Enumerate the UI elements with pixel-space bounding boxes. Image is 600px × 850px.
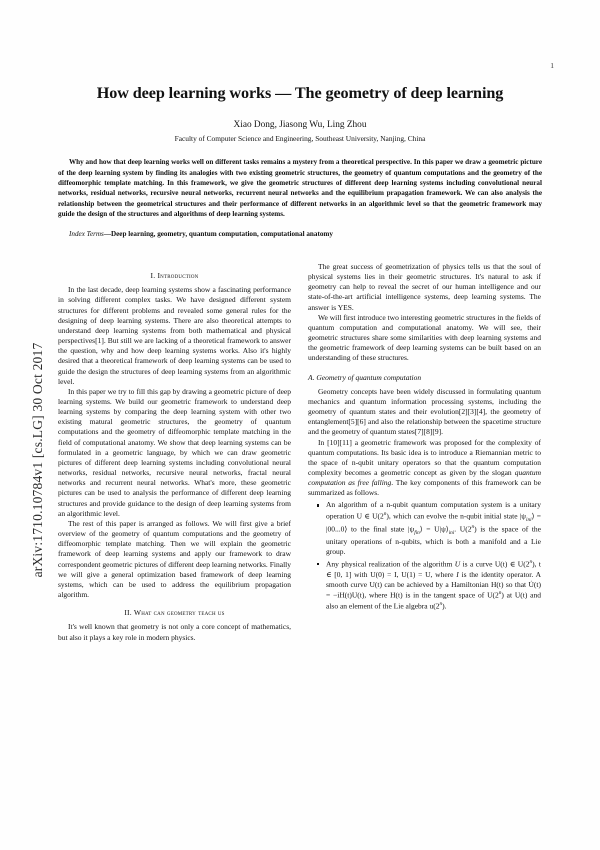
body-columns bbox=[58, 262, 542, 837]
math-run: U̇(t) = −iH(t)U(t) bbox=[326, 579, 541, 600]
paragraph bbox=[308, 438, 541, 499]
math-run: ) bbox=[501, 590, 504, 600]
math-run: U(t) ∈ U(2 bbox=[494, 559, 530, 569]
text-run: can be achieved by a Hamiltonian bbox=[381, 579, 491, 589]
arxiv-stamp bbox=[0, 0, 52, 850]
abstract: Why and how that deep learning works well on different tasks remains a mystery from a theoretical perspective. In this paper we draw a geometric picture of the deep learning system by finding its analogies with two existing geometric structures, the geometry of quantum computations and the geometry of the diffeomorphic template matching. In this framework, we give the geometric structures of different deep learning systems including convolutional neural networks, residual networks, recursive neural networks, recurrent neural networks and the equilibrium prapagation framework. We can also analysis the relationship between the geometrical structures and their performance of different networks in an algorithmic level so that the geometric framework may guide the design of the structures and algorithms of deep learning systems. bbox=[58, 158, 542, 219]
math-superscript: n bbox=[498, 590, 502, 597]
page-title: How deep learning works — The geometry of deep learning bbox=[96, 84, 504, 102]
page-number: 1 bbox=[550, 61, 554, 70]
math-run: ), which can evolve the n-qubit initial state |ψ bbox=[386, 511, 527, 521]
text-run: is a curve bbox=[460, 559, 495, 569]
paragraph: It's well known that geometry is not only a core concept of mathematics, but also it plays a key role in modern physics. bbox=[58, 622, 291, 642]
index-terms-value: —Deep learning, geometry, quantum computation, computational anatomy bbox=[103, 230, 333, 239]
math-superscript: n bbox=[471, 523, 475, 530]
paragraph: The rest of this paper is arranged as follows. We will first give a brief overview of the geometry of quantum computations and the geometry of diffeomorphic template matching. Then we will explain the geometric framework of deep learning systems and apply our framework to draw correspondent geometric pictures of different deep learning networks. Finally we will give a general optimization based framework of deep learning systems, which can be used to address the equilibrium propagation algorithm. bbox=[58, 518, 291, 599]
list-item bbox=[325, 500, 541, 557]
math-run: H(t) bbox=[390, 590, 403, 600]
math-run: H(t) bbox=[490, 579, 504, 589]
list-item bbox=[325, 559, 541, 611]
paragraph: We will first introduce two interesting geometric structures in the fields of quantum computation and computational anatomy. We will see, their geometric structures share some similarities with deep learning systems and the geometric framework of deep learning systems can be built based on an understanding of these structures. bbox=[308, 312, 541, 363]
paragraph: The great success of geometrization of physics tells us that the soul of physical systems lies in their geometric structures. It's natural to ask if geometry can help to reveal the secret of our human intelligence and our state-of-the-art artificial intelligence systems, deep learning systems. The answer is YES. bbox=[308, 262, 541, 312]
section-heading-what-can-geometry-teach-us: II. What can geometry teach us bbox=[124, 608, 225, 618]
text-run: Any physical realization of the algorithm bbox=[326, 559, 455, 569]
math-subscript: ini bbox=[526, 516, 532, 523]
right-column bbox=[308, 262, 541, 837]
text-run: so that bbox=[503, 579, 529, 589]
paragraph-tail: . The key components of this framework can be summarized as follows. bbox=[308, 478, 541, 498]
subsection-heading-geometry-of-quantum-computation: A. Geometry of quantum computation bbox=[308, 372, 422, 382]
math-superscript: n bbox=[439, 600, 443, 607]
math-run: . U(2 bbox=[454, 524, 472, 534]
math-run: U(2 bbox=[487, 590, 499, 600]
text-run: is the identity operator. A smooth curve bbox=[326, 569, 541, 589]
text-run: with bbox=[351, 569, 371, 579]
math-subscript: fin bbox=[414, 529, 420, 536]
math-run: ), t ∈ [0, 1] bbox=[326, 559, 541, 579]
text-run: , where bbox=[430, 569, 457, 579]
math-run: I bbox=[456, 569, 459, 579]
arxiv-stamp-text: arXiv:1710.10784v1 [cs.LG] 30 Oct 2017 bbox=[30, 342, 45, 578]
text-run: at bbox=[503, 590, 515, 600]
paragraph: Geometry concepts have been widely discussed in formulating quantum mechanics and quantum information processing systems, including the geometry of quantum states and their evolution[2][3][4], the geometry of entanglement[5][6] and also the relationship between the spacetime structure and the geometry of quantum states[7][8][9]. bbox=[308, 386, 541, 437]
text-run: , where bbox=[364, 590, 391, 600]
text-run: is in the tangent space of bbox=[402, 590, 488, 600]
slogan-text: quantum computation as free falling bbox=[308, 467, 542, 488]
bullet-list bbox=[308, 500, 541, 611]
math-run: U(0) = I, U(1) = U bbox=[370, 569, 431, 579]
text-run: ) is the space of the unitary operations of n-qubits, which is both a manifold and a Lie group. bbox=[326, 524, 542, 556]
paragraph-text: In [10][11] a geometric framework was proposed for the complexity of quantum computations. Its basic idea is to introduce a Riemannian metric to the space of n-qubit unitary operators so that the quantum computation complexity becomes a geometric concept as given by the slogan bbox=[308, 437, 541, 477]
math-superscript: n bbox=[529, 559, 533, 566]
index-terms bbox=[58, 229, 542, 239]
math-superscript: n bbox=[383, 510, 387, 517]
math-run: U bbox=[454, 559, 461, 569]
paper-header bbox=[58, 84, 542, 248]
math-run: u(2 bbox=[429, 601, 440, 611]
math-subscript: ini bbox=[448, 529, 455, 536]
math-run: U ∈ U(2 bbox=[356, 511, 384, 521]
math-run: U(t) bbox=[369, 579, 382, 589]
math-run: U(t) bbox=[514, 590, 528, 600]
left-column bbox=[58, 262, 291, 837]
paragraph: In the last decade, deep learning systems show a fascinating performance in solving different complex tasks. We have designed different system structures for different problems and revealed some general rules for the designing of deep learning systems. There are also theoretical attempts to understand deep learning systems from both mathematical and physical perspectives[1]. But still we are lacking of a theoretical framework to answer the question, why and how deep learning systems works. Also it's highly desired that a theoretical framework of deep learning systems can be used to guide the design the structures of deep learning systems from an algorithmic level. bbox=[58, 285, 291, 386]
affiliation: Faculty of Computer Science and Engineering, Southeast University, Nanjing, China bbox=[174, 133, 426, 143]
index-terms-label: Index Terms bbox=[69, 230, 104, 239]
author-list: Xiao Dong, Jiasong Wu, Ling Zhou bbox=[233, 120, 367, 131]
text-run: An algorithm of a n-qubit quantum computation system is a unitary operation bbox=[326, 500, 541, 521]
math-run: ⟩ = U|ψ⟩ bbox=[419, 524, 449, 534]
text-run: and also an element of the Lie algebra bbox=[326, 590, 541, 611]
math-run: ). bbox=[442, 601, 447, 611]
math-run: ⟩ = |00...0⟩ to the final state |ψ bbox=[326, 511, 541, 534]
section-heading-introduction: I. Introduction bbox=[150, 271, 199, 280]
paragraph: In this paper we try to fill this gap by drawing a geometric picture of deep learning systems. We build our geometric framework to understand deep learning systems by comparing the deep learning system with other two existing matural geometric structures, the geometry of quantum computations and the geometry of diffeomorphic template matching in the field of computational anatomy. We show that deep learning systems can be formulated in a geometric language, by which we can draw geometric pictures of different deep learning systems including convolutional neural networks, residual networks, recursive neural networks, fractal neural networks and recurrent neural networks. What's more, these geometric pictures can be used to analysis the performance of different deep learning structures and provide guidance to the design of deep learning systems from an algorithmic level. bbox=[58, 386, 291, 518]
